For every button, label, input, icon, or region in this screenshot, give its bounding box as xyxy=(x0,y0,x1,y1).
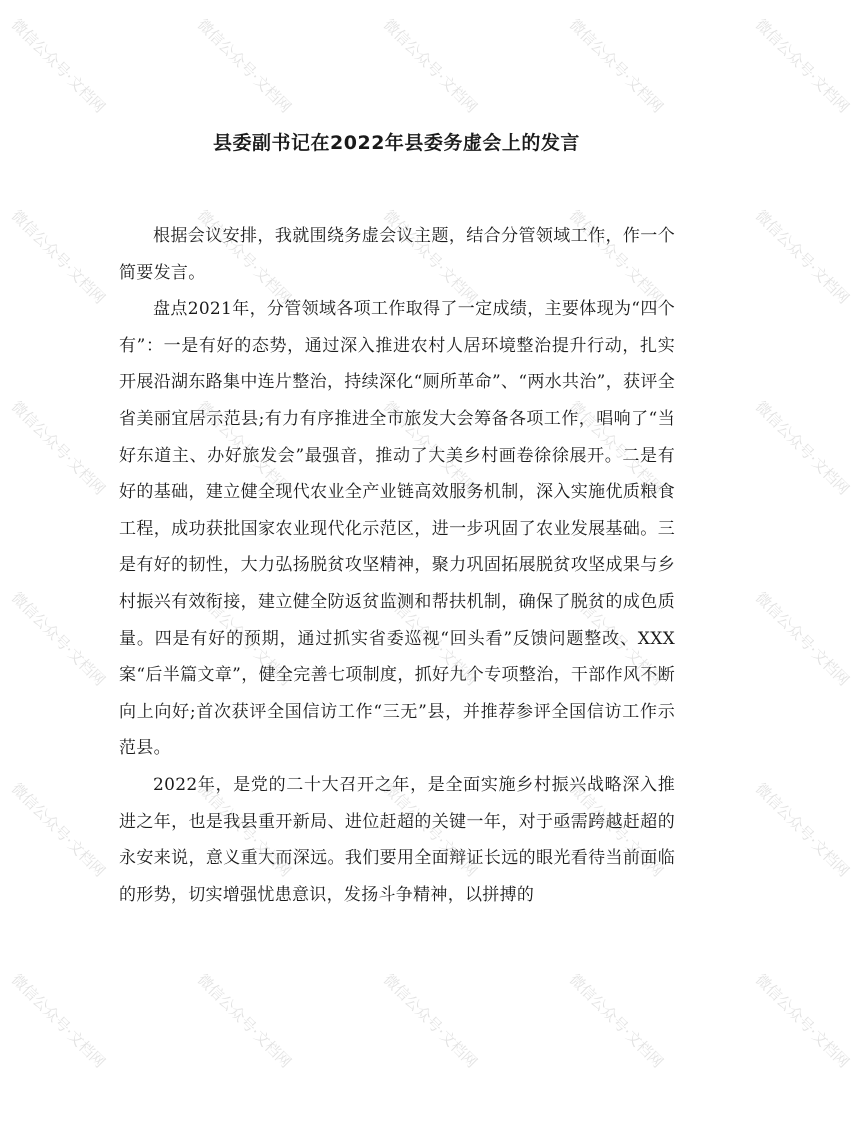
watermark-text: 微信公众号·文档网 xyxy=(379,15,481,117)
watermark-text: 微信公众号·文档网 xyxy=(751,397,853,499)
watermark-text: 微信公众号·文档网 xyxy=(565,779,667,881)
watermark-text: 微信公众号·文档网 xyxy=(193,970,295,1072)
watermark-text: 微信公众号·文档网 xyxy=(751,970,853,1072)
watermark-text: 微信公众号·文档网 xyxy=(751,15,853,117)
watermark-text: 微信公众号·文档网 xyxy=(565,206,667,308)
watermark-text: 微信公众号·文档网 xyxy=(7,206,109,308)
watermark-text: 微信公众号·文档网 xyxy=(751,779,853,881)
watermark-text: 微信公众号·文档网 xyxy=(565,397,667,499)
watermark-text: 微信公众号·文档网 xyxy=(7,779,109,881)
watermark-text: 微信公众号·文档网 xyxy=(379,779,481,881)
paragraph-2021-review: 盘点2021年，分管领域各项工作取得了一定成绩，主要体现为“四个有”：一是有好的态势，通过深入推进农村人居环境整治提升行动，扎实开展沿湖东路集中连片整治，持续深化“厕所革命”、“两水共治”，获评全省美丽宜居示范县;有力有序推进全市旅发大会筹备各项工作，唱响了“当好东道主、办好旅发会”最强音，推动了大美乡村画卷徐徐展开。二是有好的基础，建立健全现代农业全产业链高效服务机制，深入实施优质粮食工程，成功获批国家农业现代化示范区，进一步巩固了农业发展基础。三是有好的韧性，大力弘扬脱贫攻坚精神，聚力巩固拓展脱贫攻坚成果与乡村振兴有效衔接，建立健全防返贫监测和帮扶机制，确保了脱贫的成色质量。四是有好的预期，通过抓实省委巡视“回头看”反馈问题整改、XXX案“后半篇文章”，健全完善七项制度，抓好九个专项整治，干部作风不断向上向好;首次获评全国信访工作“三无”县，并推荐参评全国信访工作示范县。 xyxy=(119,299,675,759)
watermark-text: 微信公众号·文档网 xyxy=(751,588,853,690)
watermark-text: 微信公众号·文档网 xyxy=(193,206,295,308)
watermark-text: 微信公众号·文档网 xyxy=(193,588,295,690)
watermark-text: 微信公众号·文档网 xyxy=(7,588,109,690)
watermark-text: 微信公众号·文档网 xyxy=(379,206,481,308)
document-body xyxy=(119,218,675,913)
watermark-text: 微信公众号·文档网 xyxy=(193,397,295,499)
watermark-text: 微信公众号·文档网 xyxy=(193,779,295,881)
watermark-text: 微信公众号·文档网 xyxy=(565,970,667,1072)
paragraph-intro: 根据会议安排，我就围绕务虚会议主题，结合分管领域工作，作一个简要发言。 xyxy=(119,226,675,283)
watermark-text: 微信公众号·文档网 xyxy=(379,588,481,690)
paragraph-2022-outlook: 2022年，是党的二十大召开之年，是全面实施乡村振兴战略深入推进之年，也是我县重开新局、进位赶超的关键一年，对于亟需跨越赶超的永安来说，意义重大而深远。我们要用全面辩证长远的眼光看待当前面临的形势，切实增强忧患意识，发扬斗争精神，以拼搏的 xyxy=(119,774,675,905)
watermark-text: 微信公众号·文档网 xyxy=(7,397,109,499)
document-title: 县委副书记在2022年县委务虚会上的发言 xyxy=(213,132,580,154)
watermark-text: 微信公众号·文档网 xyxy=(193,15,295,117)
watermark-text: 微信公众号·文档网 xyxy=(565,588,667,690)
watermark-text: 微信公众号·文档网 xyxy=(565,15,667,117)
watermark-text: 微信公众号·文档网 xyxy=(379,970,481,1072)
watermark-text: 微信公众号·文档网 xyxy=(379,397,481,499)
watermark-text: 微信公众号·文档网 xyxy=(7,970,109,1072)
watermark-text: 微信公众号·文档网 xyxy=(7,15,109,117)
watermark-text: 微信公众号·文档网 xyxy=(751,206,853,308)
